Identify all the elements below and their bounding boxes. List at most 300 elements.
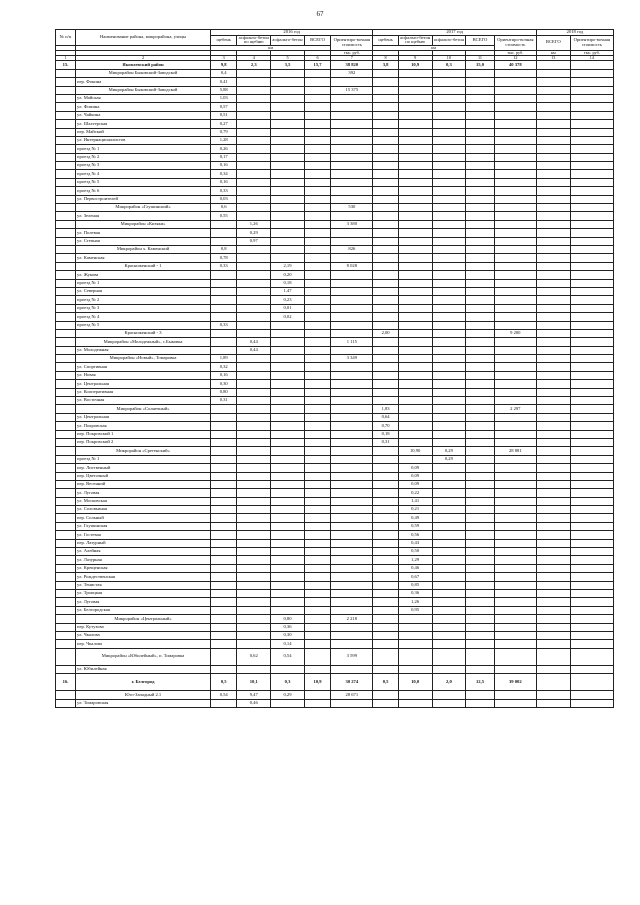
row-value xyxy=(570,665,613,673)
row-value xyxy=(373,388,398,396)
h16-crushed: щебень xyxy=(211,35,237,45)
row-value xyxy=(373,447,398,455)
row-value xyxy=(331,522,373,530)
row-value xyxy=(373,346,398,354)
row-value xyxy=(331,178,373,186)
row-value xyxy=(466,229,494,237)
row-name: ул. Луговая xyxy=(76,489,211,497)
row-value xyxy=(536,371,570,379)
row-value xyxy=(466,564,494,572)
row-value xyxy=(536,78,570,86)
row-value xyxy=(432,497,466,505)
row-value xyxy=(494,606,536,614)
row-value xyxy=(398,363,432,371)
row-number xyxy=(56,691,76,699)
row-value xyxy=(271,254,305,262)
row-name: ул. Центральная xyxy=(76,413,211,421)
row-value xyxy=(494,178,536,186)
column-number: 4 xyxy=(237,56,271,61)
row-value xyxy=(304,170,330,178)
row-value xyxy=(271,531,305,539)
row-value: 39 002 xyxy=(494,674,536,691)
row-name: пер. Весенний xyxy=(76,480,211,488)
table-row xyxy=(56,539,614,547)
h17-asph: асфальто-бетон xyxy=(432,35,466,45)
row-value xyxy=(570,153,613,161)
row-value xyxy=(237,162,271,170)
row-value xyxy=(494,497,536,505)
table-row xyxy=(56,422,614,430)
row-value xyxy=(373,296,398,304)
row-value xyxy=(494,548,536,556)
row-value xyxy=(466,430,494,438)
row-value xyxy=(373,128,398,136)
row-value xyxy=(373,321,398,329)
row-value: 0,3 xyxy=(432,61,466,69)
row-value xyxy=(536,674,570,691)
row-value xyxy=(398,329,432,337)
row-value xyxy=(432,94,466,102)
row-number xyxy=(56,178,76,186)
row-number xyxy=(56,506,76,514)
row-value: 0,56 xyxy=(398,531,432,539)
row-value xyxy=(570,380,613,388)
row-value xyxy=(211,489,237,497)
row-value xyxy=(432,615,466,623)
row-value xyxy=(536,136,570,144)
row-value xyxy=(304,514,330,522)
row-value xyxy=(331,162,373,170)
row-name: ул. Глушинская xyxy=(76,522,211,530)
row-value xyxy=(237,388,271,396)
row-value xyxy=(494,691,536,699)
table-row xyxy=(56,237,614,245)
row-value xyxy=(304,262,330,270)
row-value xyxy=(304,430,330,438)
row-value xyxy=(237,665,271,673)
row-value xyxy=(271,195,305,203)
row-value xyxy=(570,61,613,69)
unit-2018-rub: тыс. руб. xyxy=(570,50,613,55)
row-value xyxy=(304,548,330,556)
row-value xyxy=(373,531,398,539)
row-value xyxy=(466,615,494,623)
row-value xyxy=(373,271,398,279)
table-row xyxy=(56,598,614,606)
row-value xyxy=(304,472,330,480)
row-value xyxy=(494,304,536,312)
row-value xyxy=(271,397,305,405)
row-value: 10,9 xyxy=(304,674,330,691)
row-value xyxy=(373,371,398,379)
row-value: 0,55 xyxy=(211,212,237,220)
row-value xyxy=(536,665,570,673)
row-value xyxy=(271,556,305,564)
row-value xyxy=(398,145,432,153)
h16-asph-crushed: асфальто-бетон по щебню xyxy=(238,35,269,45)
row-value xyxy=(466,506,494,514)
row-value: 0,29 xyxy=(432,447,466,455)
row-value xyxy=(237,564,271,572)
row-value xyxy=(331,271,373,279)
row-value xyxy=(211,581,237,589)
row-value xyxy=(570,573,613,581)
row-value xyxy=(494,623,536,631)
row-value xyxy=(211,598,237,606)
row-value xyxy=(466,438,494,446)
row-value xyxy=(536,111,570,119)
row-value xyxy=(536,581,570,589)
row-value xyxy=(373,615,398,623)
row-value xyxy=(466,136,494,144)
row-value xyxy=(237,606,271,614)
row-value xyxy=(432,195,466,203)
row-value xyxy=(211,623,237,631)
row-value xyxy=(494,229,536,237)
row-value xyxy=(271,178,305,186)
table-row xyxy=(56,564,614,572)
row-value xyxy=(304,145,330,153)
row-value xyxy=(466,128,494,136)
row-value xyxy=(536,430,570,438)
row-value: 0,09 xyxy=(398,472,432,480)
row-value xyxy=(237,556,271,564)
row-value xyxy=(466,187,494,195)
row-value xyxy=(271,212,305,220)
row-value xyxy=(466,539,494,547)
row-value xyxy=(432,78,466,86)
row-value xyxy=(271,329,305,337)
row-value xyxy=(432,321,466,329)
row-name: ул. Чайкина xyxy=(76,111,211,119)
row-value xyxy=(536,128,570,136)
row-value xyxy=(304,338,330,346)
row-number xyxy=(56,380,76,388)
row-value xyxy=(304,581,330,589)
row-value xyxy=(536,388,570,396)
row-number xyxy=(56,447,76,455)
row-number xyxy=(56,321,76,329)
row-value xyxy=(432,606,466,614)
h17-cost: Ориентиро-вочная стоимость xyxy=(494,35,536,50)
row-value xyxy=(398,321,432,329)
row-value xyxy=(432,539,466,547)
row-value xyxy=(237,329,271,337)
row-value xyxy=(373,338,398,346)
row-value: 0,03 xyxy=(211,195,237,203)
row-value: 0,50 xyxy=(398,548,432,556)
row-value xyxy=(570,631,613,639)
table-row xyxy=(56,371,614,379)
row-value xyxy=(304,271,330,279)
row-value xyxy=(536,691,570,699)
row-value xyxy=(271,447,305,455)
row-value xyxy=(331,128,373,136)
row-value xyxy=(494,313,536,321)
row-value: 12,5 xyxy=(466,674,494,691)
row-value xyxy=(494,581,536,589)
row-number xyxy=(56,170,76,178)
row-value xyxy=(331,237,373,245)
row-value xyxy=(331,506,373,514)
row-value xyxy=(494,287,536,295)
row-value xyxy=(331,480,373,488)
row-value xyxy=(237,245,271,253)
row-value: 0,67 xyxy=(398,573,432,581)
row-value xyxy=(271,497,305,505)
row-value xyxy=(398,397,432,405)
row-value xyxy=(570,94,613,102)
row-value: 0,18 xyxy=(373,430,398,438)
table-row xyxy=(56,464,614,472)
row-value xyxy=(237,271,271,279)
row-value xyxy=(211,564,237,572)
row-value xyxy=(373,539,398,547)
row-value xyxy=(432,564,466,572)
row-value xyxy=(331,153,373,161)
table-row xyxy=(56,212,614,220)
row-value xyxy=(373,195,398,203)
row-value xyxy=(432,640,466,648)
row-value xyxy=(398,631,432,639)
row-name: ул. Томаровская xyxy=(76,699,211,707)
row-value xyxy=(211,304,237,312)
table-row xyxy=(56,388,614,396)
row-value: 0,5 xyxy=(211,674,237,691)
row-value xyxy=(466,355,494,363)
row-value xyxy=(570,405,613,413)
row-value xyxy=(432,204,466,212)
row-value xyxy=(432,438,466,446)
row-value xyxy=(466,497,494,505)
row-value xyxy=(398,691,432,699)
table-row xyxy=(56,522,614,530)
row-value xyxy=(331,556,373,564)
row-value xyxy=(271,371,305,379)
row-value xyxy=(570,497,613,505)
row-value xyxy=(570,640,613,648)
row-value: 0,33 xyxy=(211,262,237,270)
row-value xyxy=(373,640,398,648)
row-value xyxy=(237,78,271,86)
row-value xyxy=(466,120,494,128)
row-value xyxy=(570,430,613,438)
column-number: 5 xyxy=(271,56,305,61)
row-number xyxy=(56,346,76,354)
row-name: проезд № 2 xyxy=(76,296,211,304)
row-value xyxy=(494,615,536,623)
row-value xyxy=(211,464,237,472)
row-value xyxy=(237,631,271,639)
row-value xyxy=(304,506,330,514)
row-value xyxy=(570,170,613,178)
row-value xyxy=(570,78,613,86)
row-value xyxy=(373,287,398,295)
row-value xyxy=(398,212,432,220)
table-row xyxy=(56,254,614,262)
row-value xyxy=(271,321,305,329)
row-value xyxy=(331,531,373,539)
row-number: 16. xyxy=(56,674,76,691)
row-value xyxy=(237,514,271,522)
row-value xyxy=(536,623,570,631)
row-name: пер. Кутузова xyxy=(76,623,211,631)
row-value xyxy=(237,136,271,144)
row-name: Микрорайон Быковский-Заводской xyxy=(76,86,211,94)
row-value xyxy=(331,212,373,220)
row-value xyxy=(304,245,330,253)
row-value: 0,44 xyxy=(237,346,271,354)
row-value: 0,5 xyxy=(373,674,398,691)
row-value xyxy=(432,346,466,354)
row-value: 0,49 xyxy=(398,514,432,522)
h16-cost: Ориентиро-вочная стоимость xyxy=(331,35,373,50)
row-value xyxy=(237,313,271,321)
row-value xyxy=(211,455,237,463)
row-value xyxy=(536,489,570,497)
row-value xyxy=(398,422,432,430)
row-number xyxy=(56,631,76,639)
row-value xyxy=(373,522,398,530)
row-value xyxy=(570,220,613,228)
row-value xyxy=(570,103,613,111)
row-value xyxy=(373,237,398,245)
row-value xyxy=(570,296,613,304)
table-row xyxy=(56,145,614,153)
row-value: 28 881 xyxy=(494,447,536,455)
row-value xyxy=(398,296,432,304)
row-value xyxy=(304,573,330,581)
row-value xyxy=(536,455,570,463)
row-value xyxy=(373,136,398,144)
row-value xyxy=(331,581,373,589)
row-value xyxy=(373,623,398,631)
row-value xyxy=(211,631,237,639)
row-value xyxy=(271,136,305,144)
row-value: 40 378 xyxy=(494,61,536,69)
row-value xyxy=(271,69,305,77)
row-value xyxy=(570,699,613,707)
row-value xyxy=(398,304,432,312)
row-value xyxy=(271,430,305,438)
row-value xyxy=(570,355,613,363)
row-value xyxy=(331,640,373,648)
header-name: Наименование района, микрорайона, улицы xyxy=(76,30,211,46)
row-value xyxy=(494,128,536,136)
row-value xyxy=(466,220,494,228)
row-value xyxy=(536,355,570,363)
row-value xyxy=(494,94,536,102)
row-name: пер. Покровский 2 xyxy=(76,438,211,446)
row-value xyxy=(373,665,398,673)
row-value xyxy=(304,447,330,455)
row-value xyxy=(536,321,570,329)
table-row xyxy=(56,480,614,488)
row-value xyxy=(536,120,570,128)
row-value xyxy=(271,422,305,430)
row-value xyxy=(398,262,432,270)
row-number xyxy=(56,397,76,405)
row-value: 0,30 xyxy=(271,631,305,639)
row-value xyxy=(373,564,398,572)
row-value: 0,02 xyxy=(271,313,305,321)
row-value xyxy=(304,590,330,598)
row-value: 3 349 xyxy=(331,355,373,363)
row-value xyxy=(536,178,570,186)
row-value xyxy=(466,548,494,556)
table-row xyxy=(56,220,614,228)
row-value xyxy=(466,480,494,488)
row-value xyxy=(536,438,570,446)
row-value xyxy=(570,245,613,253)
table-row xyxy=(56,581,614,589)
row-value xyxy=(536,573,570,581)
row-value xyxy=(271,187,305,195)
row-value xyxy=(466,573,494,581)
row-value xyxy=(271,489,305,497)
row-value xyxy=(304,648,330,665)
row-value xyxy=(494,455,536,463)
row-value xyxy=(432,430,466,438)
row-number xyxy=(56,254,76,262)
row-value xyxy=(271,606,305,614)
row-value xyxy=(432,313,466,321)
row-value: 0,64 xyxy=(373,413,398,421)
row-value xyxy=(432,631,466,639)
row-value: 1,29 xyxy=(398,556,432,564)
page-number: 67 xyxy=(316,10,324,18)
row-value xyxy=(494,346,536,354)
row-value xyxy=(466,204,494,212)
row-value xyxy=(211,405,237,413)
row-value xyxy=(304,665,330,673)
row-value xyxy=(570,304,613,312)
row-value xyxy=(398,648,432,665)
row-value xyxy=(570,128,613,136)
row-value xyxy=(466,338,494,346)
row-value xyxy=(373,480,398,488)
row-value xyxy=(271,237,305,245)
row-value xyxy=(373,313,398,321)
row-name: ул. Юбилейная xyxy=(76,665,211,673)
column-number: 13 xyxy=(536,56,570,61)
row-value xyxy=(304,128,330,136)
row-number xyxy=(56,464,76,472)
row-value xyxy=(373,254,398,262)
row-value: 9,47 xyxy=(237,691,271,699)
row-value xyxy=(536,606,570,614)
row-value xyxy=(466,296,494,304)
row-value xyxy=(373,489,398,497)
row-value xyxy=(211,287,237,295)
row-value xyxy=(331,455,373,463)
row-value xyxy=(570,648,613,665)
row-value xyxy=(432,338,466,346)
row-value xyxy=(494,195,536,203)
row-value xyxy=(304,556,330,564)
row-value xyxy=(237,413,271,421)
row-value: 15,7 xyxy=(304,61,330,69)
row-value xyxy=(466,170,494,178)
row-number xyxy=(56,195,76,203)
row-value xyxy=(331,422,373,430)
row-value xyxy=(271,94,305,102)
row-value xyxy=(536,254,570,262)
row-value xyxy=(536,245,570,253)
row-number xyxy=(56,623,76,631)
row-value xyxy=(536,497,570,505)
row-value xyxy=(331,472,373,480)
